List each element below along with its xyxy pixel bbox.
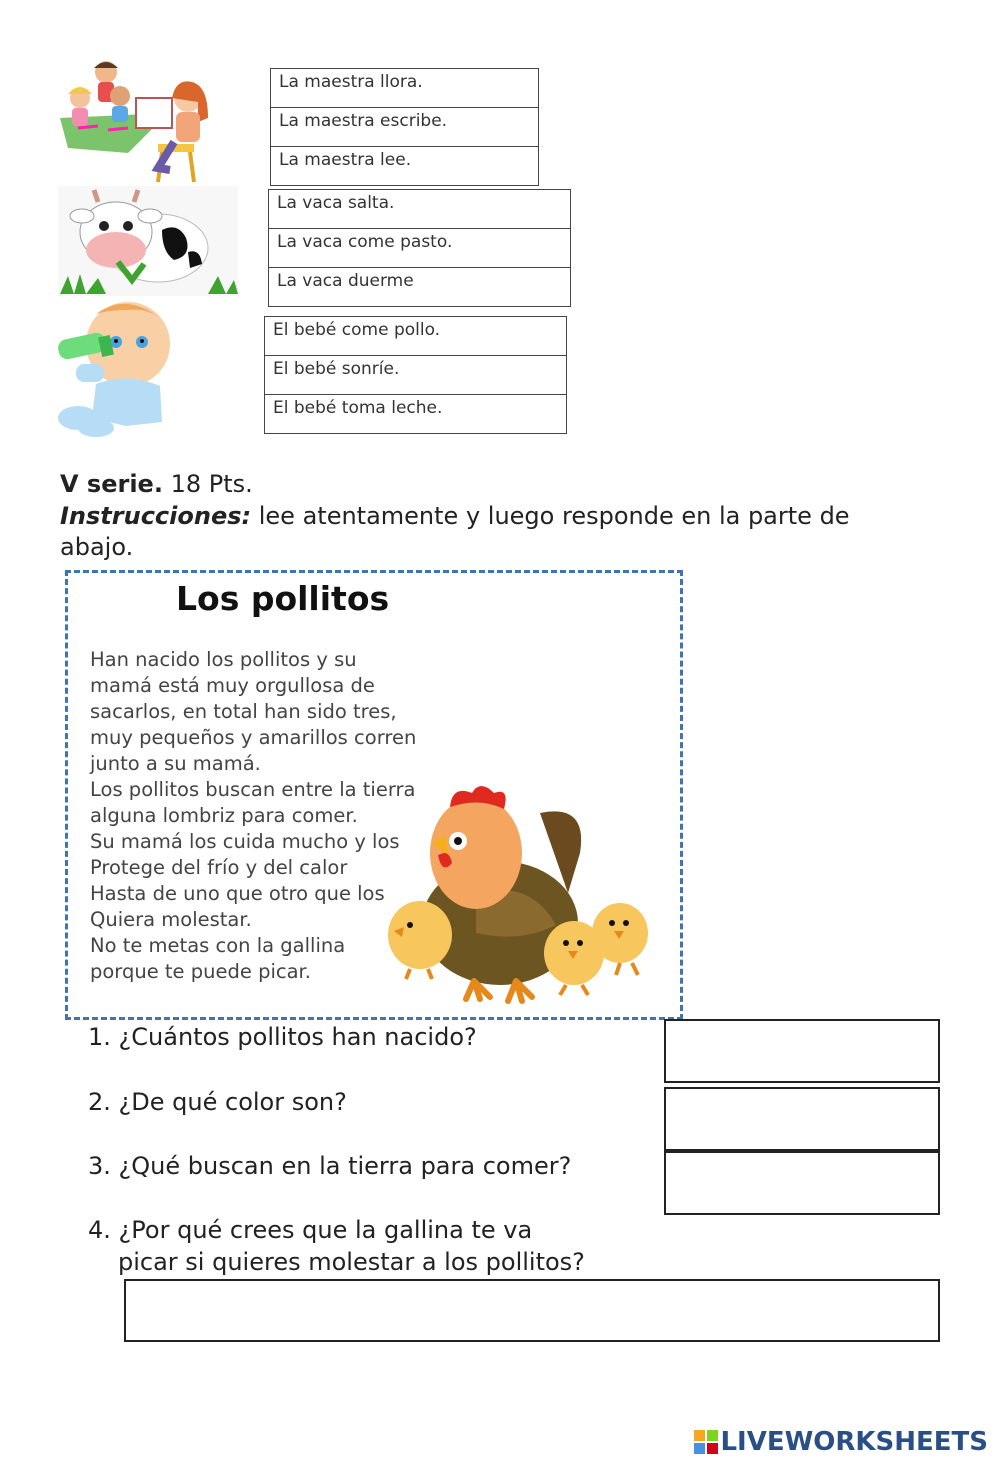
cow-picture: [58, 186, 238, 296]
section-points: 18 Pts.: [170, 470, 253, 498]
option[interactable]: La vaca come pasto.: [269, 229, 571, 268]
option[interactable]: La maestra lee.: [271, 147, 539, 186]
answer-box-3[interactable]: [664, 1151, 940, 1215]
question-1: [88, 1023, 477, 1051]
option[interactable]: El bebé toma leche.: [265, 395, 567, 434]
section-heading: [60, 470, 253, 498]
liveworksheets-logo: [694, 1428, 988, 1456]
question-number: 1.: [88, 1023, 111, 1051]
baby-options: [264, 316, 567, 434]
section-title: V serie.: [60, 470, 163, 498]
story-line: Han nacido los pollitos y su: [90, 648, 357, 671]
teacher-reading-picture: [58, 58, 218, 184]
question-number: 2.: [88, 1088, 111, 1116]
question-text: ¿De qué color son?: [118, 1088, 347, 1116]
story-line: porque te puede picar.: [90, 960, 311, 983]
instructions-label: Instrucciones:: [60, 502, 252, 530]
question-text: ¿Por qué crees que la gallina te va: [118, 1216, 533, 1244]
logo-icon: [694, 1430, 718, 1454]
story-line: Quiera molestar.: [90, 908, 252, 931]
cow-options: [268, 189, 571, 307]
teacher-options: [270, 68, 539, 186]
story-line: alguna lombriz para comer.: [90, 804, 358, 827]
question-text: ¿Qué buscan en la tierra para comer?: [118, 1152, 572, 1180]
story-line: Protege del frío y del calor: [90, 856, 348, 879]
question-number: 4.: [88, 1216, 111, 1244]
story-title: Los pollitos: [176, 579, 390, 618]
baby-picture: [56, 298, 172, 438]
hen-and-chicks-picture: [380, 783, 670, 1008]
story-line: Su mamá los cuida mucho y los: [90, 830, 400, 853]
story-line: Hasta de uno que otro que los: [90, 882, 385, 905]
story-line: mamá está muy orgullosa de: [90, 674, 375, 697]
story-line: Los pollitos buscan entre la tierra: [90, 778, 416, 801]
answer-box-2[interactable]: [664, 1087, 940, 1151]
question-2: [88, 1088, 347, 1116]
option[interactable]: La maestra llora.: [271, 69, 539, 108]
story-line: junto a su mamá.: [90, 752, 261, 775]
instructions: [60, 502, 850, 530]
answer-box-4[interactable]: [124, 1279, 940, 1342]
option[interactable]: La vaca duerme: [269, 268, 571, 307]
option[interactable]: La vaca salta.: [269, 190, 571, 229]
question-4-continued: [118, 1248, 585, 1276]
instructions-text-2: abajo.: [60, 533, 134, 561]
story-line: muy pequeños y amarillos corren: [90, 726, 417, 749]
logo-text: LIVEWORKSHEETS: [720, 1427, 988, 1457]
option[interactable]: La maestra escribe.: [271, 108, 539, 147]
question-4: [88, 1216, 532, 1244]
option[interactable]: El bebé sonríe.: [265, 356, 567, 395]
story-line: No te metas con la gallina: [90, 934, 346, 957]
instructions-text: lee atentamente y luego responde en la parte de: [258, 502, 850, 530]
answer-box-1[interactable]: [664, 1019, 940, 1083]
question-text: ¿Cuántos pollitos han nacido?: [118, 1023, 477, 1051]
question-text-2: picar si quieres molestar a los pollitos?: [118, 1248, 585, 1276]
question-3: [88, 1152, 571, 1180]
story-line: sacarlos, en total han sido tres,: [90, 700, 397, 723]
instructions-continued: [60, 533, 133, 561]
option[interactable]: El bebé come pollo.: [265, 317, 567, 356]
question-number: 3.: [88, 1152, 111, 1180]
story-box: [65, 570, 683, 1020]
